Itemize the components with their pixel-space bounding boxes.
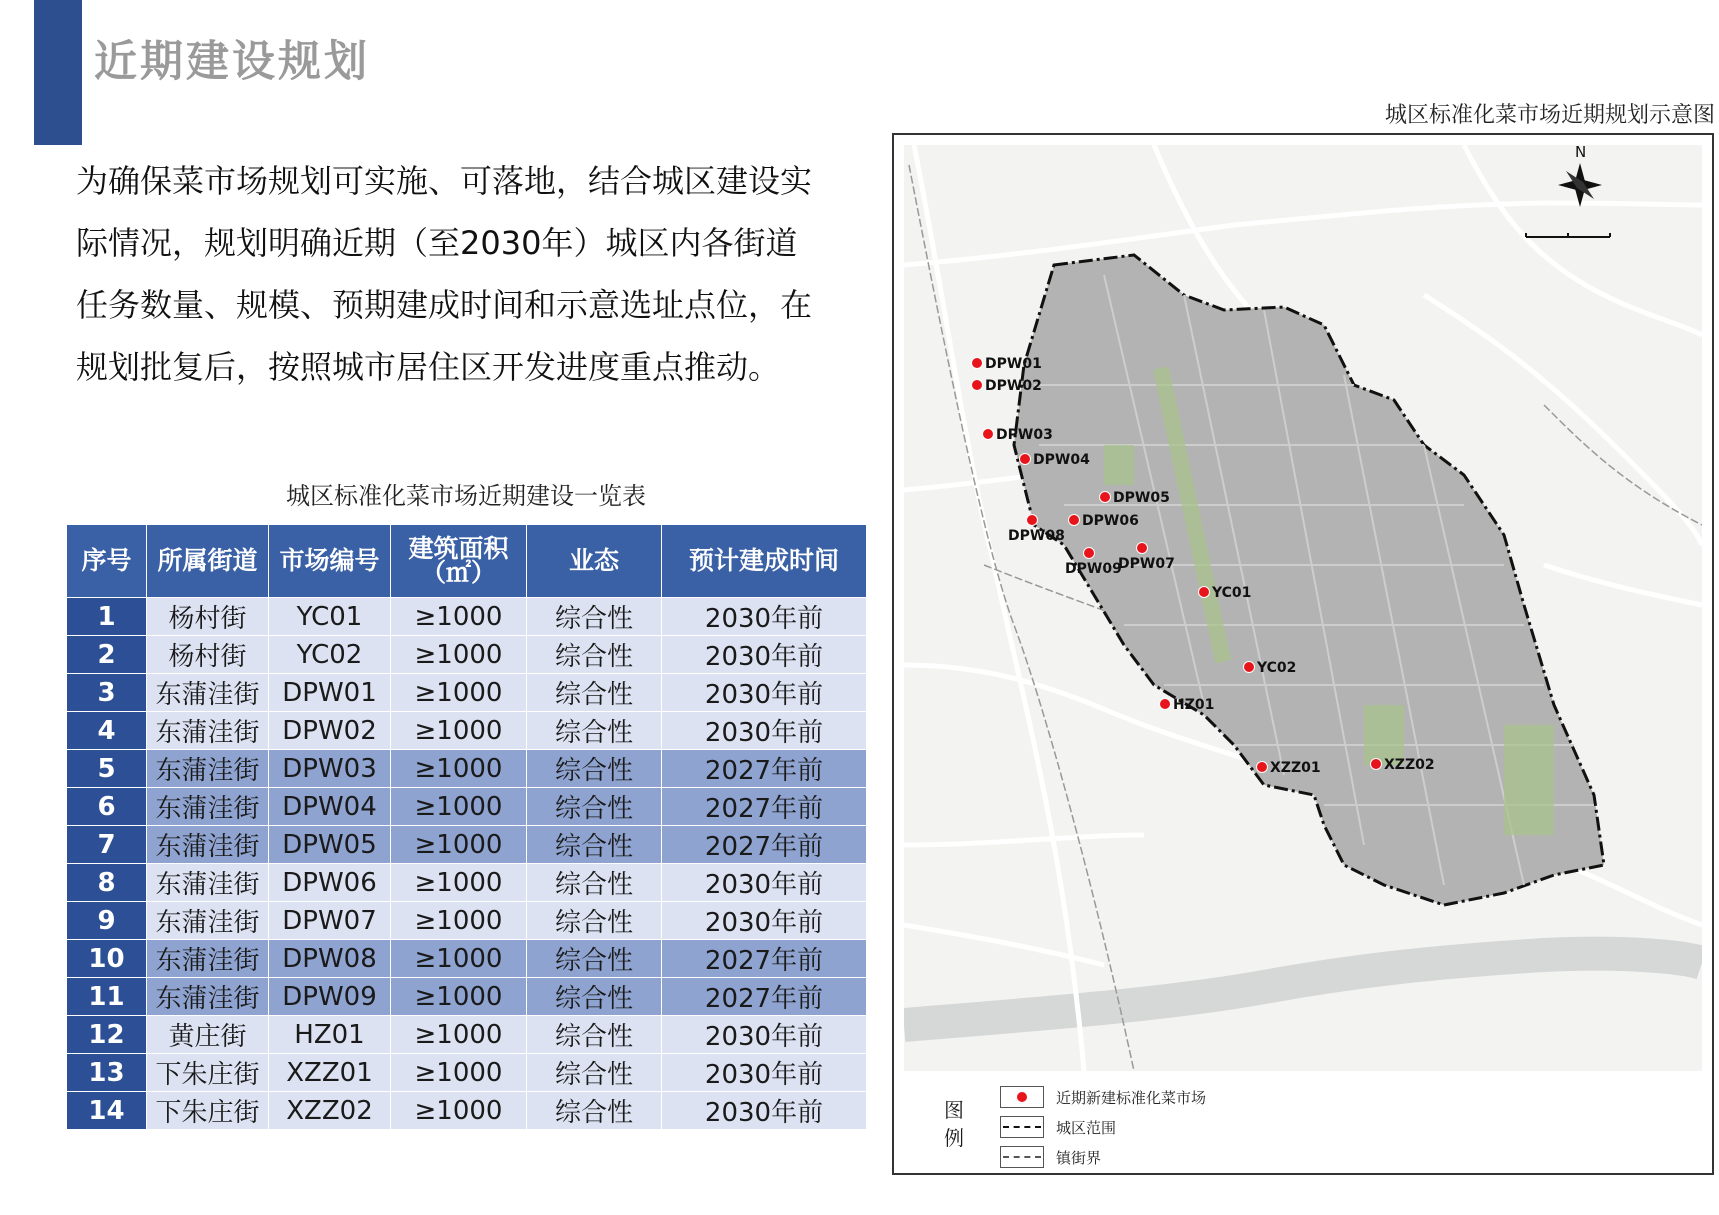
table-row — [67, 940, 867, 978]
market-marker-dpw04 — [1020, 454, 1031, 465]
cell-code: DPW06 — [269, 864, 391, 902]
market-marker-label: XZZ02 — [1384, 757, 1435, 773]
cell-code: DPW02 — [269, 712, 391, 750]
cell-type: 综合性 — [527, 788, 662, 826]
cell-area: ≥1000 — [391, 940, 527, 978]
cell-no: 8 — [67, 864, 147, 902]
cell-no: 6 — [67, 788, 147, 826]
cell-time: 2030年前 — [662, 864, 867, 902]
market-marker-hz01 — [1160, 699, 1171, 710]
cell-type: 综合性 — [527, 750, 662, 788]
header-code: 市场编号 — [269, 525, 391, 598]
cell-area: ≥1000 — [391, 674, 527, 712]
cell-no: 14 — [67, 1092, 147, 1130]
cell-code: DPW04 — [269, 788, 391, 826]
cell-no: 12 — [67, 1016, 147, 1054]
table-row — [67, 674, 867, 712]
table-row — [67, 1092, 867, 1130]
cell-type: 综合性 — [527, 902, 662, 940]
intro-line: 际情况，规划明确近期（至2030年）城区内各街道 — [76, 224, 798, 262]
market-point-icon — [1000, 1086, 1044, 1108]
market-marker-xzz01 — [1257, 762, 1268, 773]
header-type: 业态 — [527, 525, 662, 598]
cell-no: 3 — [67, 674, 147, 712]
cell-street: 东蒲洼街 — [147, 674, 269, 712]
market-marker-label: HZ01 — [1173, 697, 1215, 713]
cell-street: 东蒲洼街 — [147, 864, 269, 902]
market-marker-label: DPW06 — [1082, 513, 1139, 529]
table-row — [67, 1016, 867, 1054]
cell-area: ≥1000 — [391, 1092, 527, 1130]
cell-street: 杨村街 — [147, 636, 269, 674]
cell-no: 7 — [67, 826, 147, 864]
intro-line: 为确保菜市场规划可实施、可落地，结合城区建设实 — [76, 162, 813, 200]
cell-area: ≥1000 — [391, 636, 527, 674]
intro-line: 任务数量、规模、预期建成时间和示意选址点位，在 — [76, 286, 813, 324]
legend-item-urban — [1000, 1114, 1116, 1140]
page-title: 近期建设规划 — [94, 37, 370, 87]
cell-code: DPW09 — [269, 978, 391, 1016]
market-marker-dpw02 — [972, 380, 983, 391]
cell-code: YC02 — [269, 636, 391, 674]
map-legend — [904, 1078, 1702, 1170]
cell-area: ≥1000 — [391, 1054, 527, 1092]
cell-area: ≥1000 — [391, 788, 527, 826]
table-caption: 城区标准化菜市场近期建设一览表 — [286, 482, 646, 510]
header-time: 预计建成时间 — [662, 525, 867, 598]
cell-code: HZ01 — [269, 1016, 391, 1054]
market-marker-label: YC02 — [1257, 660, 1297, 676]
header-street: 所属街道 — [147, 525, 269, 598]
cell-type: 综合性 — [527, 978, 662, 1016]
market-marker-label: XZZ01 — [1270, 760, 1321, 776]
intro-paragraph — [76, 150, 886, 398]
north-label: N — [1575, 145, 1587, 161]
cell-time: 2030年前 — [662, 712, 867, 750]
market-table — [66, 524, 867, 1130]
market-marker-dpw09 — [1084, 548, 1095, 559]
cell-type: 综合性 — [527, 674, 662, 712]
market-marker-label: DPW08 — [1008, 528, 1065, 544]
cell-street: 东蒲洼街 — [147, 712, 269, 750]
cell-area: ≥1000 — [391, 598, 527, 636]
urban-boundary-icon — [1000, 1116, 1044, 1138]
cell-type: 综合性 — [527, 712, 662, 750]
table-row — [67, 826, 867, 864]
table-row — [67, 864, 867, 902]
legend-label-market: 近期新建标准化菜市场 — [1056, 1088, 1207, 1107]
cell-time: 2030年前 — [662, 636, 867, 674]
cell-code: DPW08 — [269, 940, 391, 978]
table-row — [67, 598, 867, 636]
cell-code: DPW03 — [269, 750, 391, 788]
market-marker-label: YC01 — [1212, 585, 1252, 601]
map-canvas — [904, 145, 1702, 1071]
cell-type: 综合性 — [527, 1016, 662, 1054]
market-marker-dpw01 — [972, 358, 983, 369]
cell-street: 东蒲洼街 — [147, 750, 269, 788]
cell-time: 2027年前 — [662, 978, 867, 1016]
cell-time: 2030年前 — [662, 598, 867, 636]
table-header-row — [67, 525, 867, 598]
legend-title: 图例 — [944, 1098, 964, 1150]
table-row — [67, 978, 867, 1016]
header-area-line1: 建筑面积 — [408, 534, 509, 563]
market-marker-label: DPW03 — [996, 427, 1053, 443]
market-marker-xzz02 — [1371, 759, 1382, 770]
cell-street: 东蒲洼街 — [147, 978, 269, 1016]
intro-line: 规划批复后，按照城市居住区开发进度重点推动。 — [76, 348, 781, 386]
market-marker-label: DPW04 — [1033, 452, 1090, 468]
cell-area: ≥1000 — [391, 750, 527, 788]
market-marker-dpw08 — [1027, 515, 1038, 526]
market-marker-label: DPW07 — [1118, 556, 1175, 572]
cell-time: 2030年前 — [662, 1054, 867, 1092]
cell-no: 4 — [67, 712, 147, 750]
cell-no: 5 — [67, 750, 147, 788]
cell-time: 2027年前 — [662, 940, 867, 978]
cell-time: 2030年前 — [662, 1092, 867, 1130]
cell-no: 2 — [67, 636, 147, 674]
cell-no: 1 — [67, 598, 147, 636]
cell-code: DPW07 — [269, 902, 391, 940]
cell-time: 2030年前 — [662, 902, 867, 940]
cell-street: 东蒲洼街 — [147, 788, 269, 826]
cell-area: ≥1000 — [391, 712, 527, 750]
cell-no: 9 — [67, 902, 147, 940]
cell-type: 综合性 — [527, 864, 662, 902]
market-marker-dpw03 — [983, 429, 994, 440]
cell-street: 东蒲洼街 — [147, 940, 269, 978]
cell-area: ≥1000 — [391, 1016, 527, 1054]
cell-code: XZZ01 — [269, 1054, 391, 1092]
cell-area: ≥1000 — [391, 864, 527, 902]
table-row — [67, 902, 867, 940]
map-caption: 城区标准化菜市场近期规划示意图 — [1384, 103, 1715, 128]
cell-code: YC01 — [269, 598, 391, 636]
market-marker-label: DPW09 — [1065, 561, 1122, 577]
cell-type: 综合性 — [527, 598, 662, 636]
table-row — [67, 1054, 867, 1092]
cell-area: ≥1000 — [391, 826, 527, 864]
cell-time: 2027年前 — [662, 788, 867, 826]
cell-time: 2027年前 — [662, 826, 867, 864]
cell-code: DPW01 — [269, 674, 391, 712]
cell-no: 10 — [67, 940, 147, 978]
cell-street: 杨村街 — [147, 598, 269, 636]
table-row — [67, 712, 867, 750]
market-marker-label: DPW05 — [1113, 490, 1170, 506]
cell-area: ≥1000 — [391, 902, 527, 940]
cell-type: 综合性 — [527, 636, 662, 674]
table-row — [67, 636, 867, 674]
table-row — [67, 750, 867, 788]
table-row — [67, 788, 867, 826]
cell-time: 2027年前 — [662, 750, 867, 788]
cell-code: DPW05 — [269, 826, 391, 864]
cell-street: 黄庄街 — [147, 1016, 269, 1054]
cell-type: 综合性 — [527, 1092, 662, 1130]
legend-label-town: 镇街界 — [1056, 1148, 1102, 1167]
header-area-line2: （㎡） — [420, 558, 496, 587]
market-marker-yc02 — [1244, 662, 1255, 673]
cell-type: 综合性 — [527, 826, 662, 864]
cell-street: 东蒲洼街 — [147, 826, 269, 864]
cell-type: 综合性 — [527, 1054, 662, 1092]
header-no: 序号 — [67, 525, 147, 598]
legend-item-market — [1000, 1084, 1206, 1110]
cell-code: XZZ02 — [269, 1092, 391, 1130]
cell-no: 13 — [67, 1054, 147, 1092]
cell-time: 2030年前 — [662, 1016, 867, 1054]
market-marker-yc01 — [1199, 587, 1210, 598]
cell-time: 2030年前 — [662, 674, 867, 712]
legend-item-town — [1000, 1144, 1101, 1170]
cell-area: ≥1000 — [391, 978, 527, 1016]
title-accent-bar — [34, 0, 82, 145]
cell-street: 东蒲洼街 — [147, 902, 269, 940]
cell-no: 11 — [67, 978, 147, 1016]
market-marker-dpw05 — [1100, 492, 1111, 503]
town-boundary-icon — [1000, 1146, 1044, 1168]
market-marker-label: DPW02 — [985, 378, 1042, 394]
cell-type: 综合性 — [527, 940, 662, 978]
market-marker-label: DPW01 — [985, 356, 1042, 372]
cell-street: 下朱庄街 — [147, 1054, 269, 1092]
cell-street: 下朱庄街 — [147, 1092, 269, 1130]
legend-label-urban: 城区范围 — [1056, 1118, 1117, 1137]
market-marker-dpw06 — [1069, 515, 1080, 526]
market-marker-dpw07 — [1137, 543, 1148, 554]
table-body — [67, 598, 867, 1130]
header-area — [391, 525, 527, 598]
